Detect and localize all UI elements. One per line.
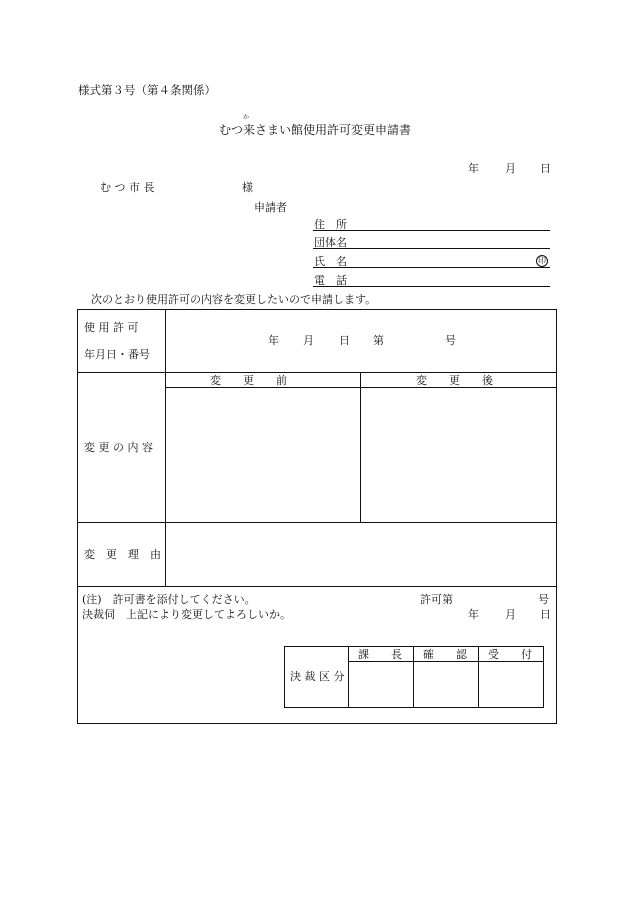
permit-year: 年 bbox=[268, 334, 279, 347]
organization-line bbox=[313, 248, 550, 249]
approval-label: 決 裁 区 分 bbox=[290, 670, 345, 683]
row-divider bbox=[77, 372, 557, 373]
approval-col-chief: 課 長 bbox=[358, 648, 402, 661]
addressee-honorific: 様 bbox=[242, 181, 253, 194]
permit-go: 号 bbox=[445, 334, 456, 347]
organization-label: 団体名 bbox=[314, 236, 347, 249]
row-divider bbox=[77, 586, 557, 587]
date-month: 月 bbox=[505, 162, 516, 175]
seal-mark-icon: 印 bbox=[538, 256, 546, 265]
before-header: 変 更 前 bbox=[210, 374, 287, 387]
before-field[interactable] bbox=[166, 388, 360, 522]
change-content-label: 変 更 の 内 容 bbox=[84, 441, 153, 454]
decision-day: 日 bbox=[540, 608, 551, 621]
decision-text: 決裁伺 上記により変更してよろしいか。 bbox=[82, 608, 291, 621]
approval-col-confirm: 確 認 bbox=[423, 648, 467, 661]
approval-col-receipt: 受 付 bbox=[488, 648, 532, 661]
permit-label-line1: 使 用 許 可 bbox=[84, 321, 139, 334]
intro-text: 次のとおり使用許可の内容を変更したいので申請します。 bbox=[91, 293, 377, 306]
after-header: 変 更 後 bbox=[416, 374, 493, 387]
approval-stamp-receipt[interactable] bbox=[479, 662, 543, 707]
permit-label-line2: 年月日・番号 bbox=[84, 348, 150, 361]
addressee-name: む つ 市 長 bbox=[100, 181, 155, 194]
form-number: 様式第３号（第４条関係） bbox=[78, 83, 216, 97]
permit-dai: 第 bbox=[373, 334, 384, 347]
decision-month: 月 bbox=[505, 608, 516, 621]
attach-note: (注) 許可書を添付してください。 bbox=[82, 593, 256, 606]
date-year: 年 bbox=[468, 162, 479, 175]
name-line bbox=[313, 267, 550, 268]
reason-label: 変 更 理 由 bbox=[84, 548, 161, 561]
page-title: むつ来さまい館使用許可変更申請書 bbox=[219, 123, 412, 137]
permit-month: 月 bbox=[303, 334, 314, 347]
title-furigana: か bbox=[243, 114, 250, 121]
phone-line bbox=[313, 286, 550, 287]
decision-year: 年 bbox=[468, 608, 479, 621]
address-line bbox=[313, 230, 550, 231]
date-day: 日 bbox=[540, 162, 551, 175]
after-field[interactable] bbox=[361, 388, 556, 522]
reason-field[interactable] bbox=[166, 523, 556, 586]
applicant-label: 申請者 bbox=[254, 201, 287, 214]
phone-label: 電 話 bbox=[314, 274, 347, 287]
permit-day: 日 bbox=[339, 334, 350, 347]
approval-stamp-confirm[interactable] bbox=[414, 662, 478, 707]
approval-stamp-chief[interactable] bbox=[349, 662, 413, 707]
permit-no-prefix: 許可第 bbox=[420, 593, 453, 606]
address-label: 住 所 bbox=[314, 218, 347, 231]
permit-no-suffix: 号 bbox=[538, 593, 549, 606]
name-label: 氏 名 bbox=[314, 255, 347, 268]
